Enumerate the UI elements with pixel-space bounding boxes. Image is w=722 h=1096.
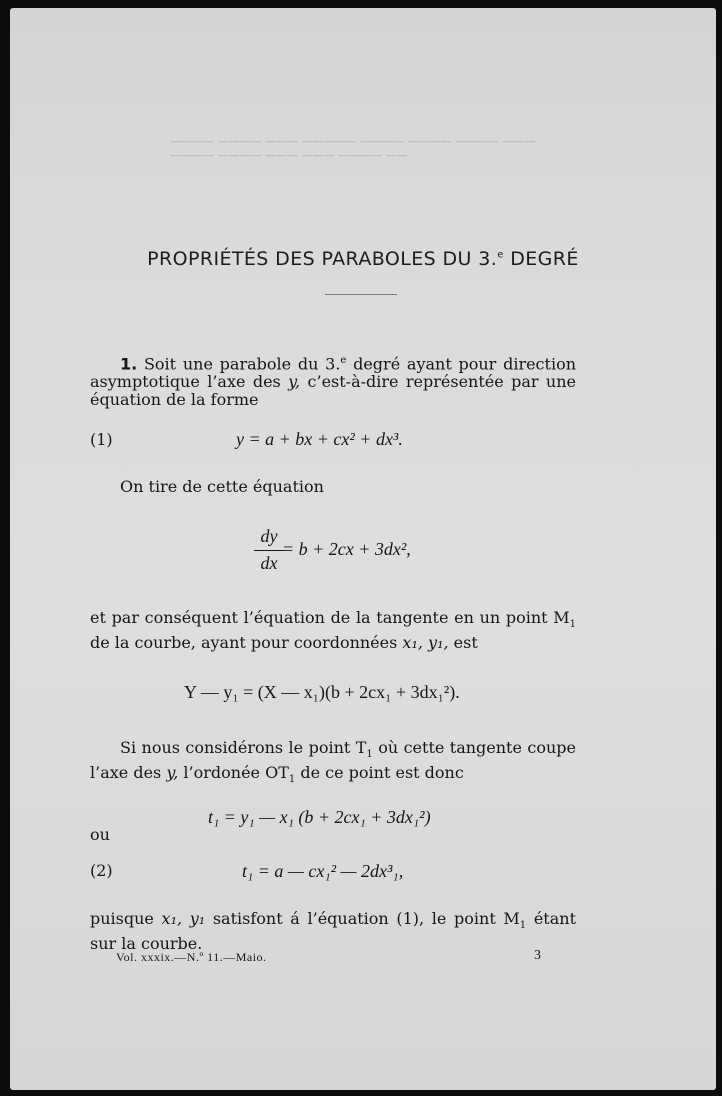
journal-page [10, 8, 716, 1090]
volume-footer: Vol. xxxix.—N.º 11.—Maio. [116, 950, 267, 964]
equation-1-label: (1) [90, 430, 113, 449]
paragraph-4: Si nous considérons le point $T_1$ où cette tangente coupe l’axe des y, l’ordonée $OT_1$ de ce point est donc [90, 738, 576, 786]
equation-1: y = a + bx + cx² + dx³. [236, 429, 403, 449]
title-rule [325, 294, 397, 295]
paragraph-5: puisque x₁, y₁ satisfont á l’équation (1), le point $M_1$ étant sur la courbe. [90, 909, 576, 954]
conjunction-ou: ou [90, 825, 110, 844]
equation-2: t₁ = a — cx₁² — 2dx³₁, [242, 861, 404, 881]
tangent-equation: Y — y₁ = (X — x₁)(b + 2cx₁ + 3dx₁²). [184, 682, 460, 702]
derivative-fraction: dy dx [254, 526, 284, 574]
page-title: PROPRIÉTÉS DES PARABOLES DU 3.$^e$ DEGRÉ [147, 248, 579, 270]
equation-2-label: (2) [90, 861, 113, 880]
paragraph-3: et par conséquent l’équation de la tangente en un point $M_1$ de la courbe, ayant pour coordonnées x₁, y₁, est [90, 608, 576, 653]
page-number: 3 [534, 948, 541, 963]
paragraph-2: On tire de cette équation [120, 477, 324, 496]
bleed-through-text: ———— ———— ——— ————— ———— ———— ———— ——— ———— ———— ——— ——— ———— —— [170, 135, 536, 162]
paragraph-1: 1. Soit une parabole du 3.$^e$ degré ayant pour direction asymptotique l’axe des y, c’est-à-dire représentée par une équation de la forme [90, 354, 577, 410]
derivative-equation: = b + 2cx + 3dx², [282, 539, 411, 559]
ordinate-equation: t₁ = y₁ — x₁ (b + 2cx₁ + 3dx₁²) [208, 807, 431, 827]
